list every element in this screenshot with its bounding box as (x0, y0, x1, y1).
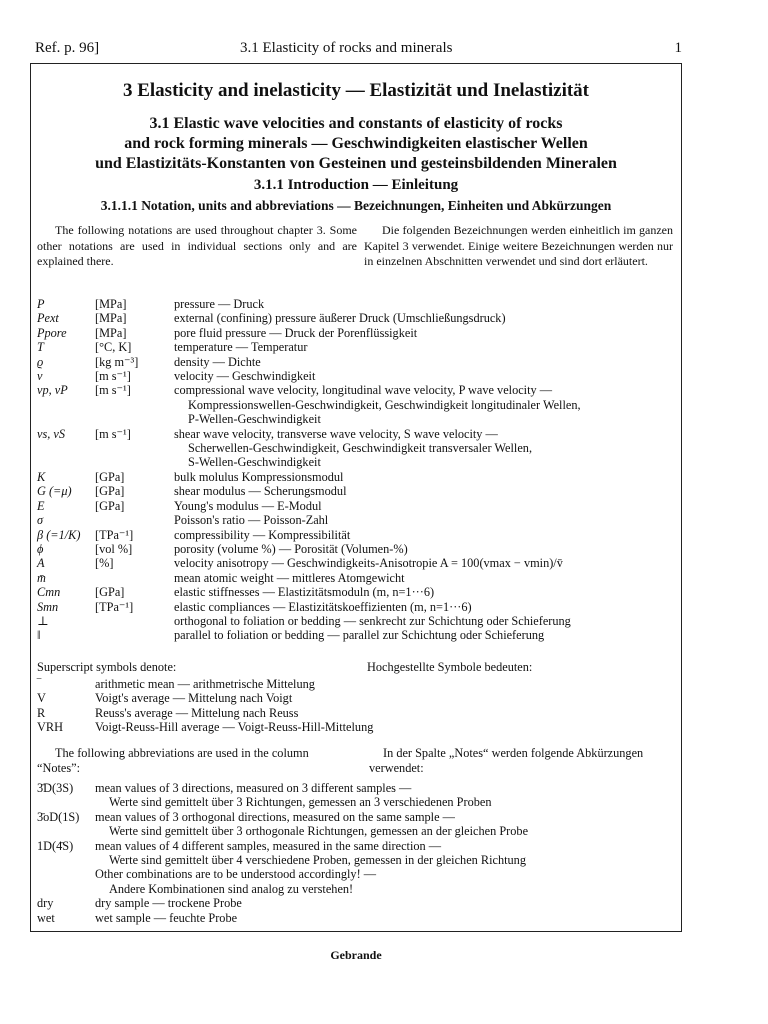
notation-description (174, 628, 677, 642)
notation-row (37, 311, 677, 325)
notation-row (37, 484, 677, 498)
notation-symbol: Smn (37, 599, 59, 614)
superscript-heading-german: Hochgestellte Symbole bedeuten: (367, 660, 533, 674)
superscript-meaning: Voigt-Reuss-Hill average — Voigt-Reuss-Hill-Mittelung (95, 720, 374, 735)
notation-description (174, 311, 677, 325)
author-footer: Gebrande (330, 948, 382, 962)
notation-description (174, 542, 677, 556)
notation-description-line: bulk molulus Kompressionsmodul (174, 469, 344, 484)
notation-unit: [GPa] (95, 498, 125, 513)
notation-row (37, 571, 677, 585)
notation-row (37, 628, 677, 642)
superscript-symbol: VRH (37, 720, 63, 735)
notation-description-line: Poisson's ratio — Poisson-Zahl (174, 513, 329, 528)
notation-unit: [kg m⁻³] (95, 354, 139, 369)
notation-symbol: P (37, 297, 45, 311)
notation-symbol: β (=1/K) (37, 527, 81, 542)
notation-row (37, 556, 677, 570)
notation-symbol: vs, vS (37, 426, 65, 441)
notation-symbol: Ppore (37, 325, 67, 340)
notation-description (174, 427, 677, 470)
notation-description (174, 470, 677, 484)
notation-description-line: S-Wellen-Geschwindigkeit (188, 455, 321, 470)
abbreviation-description-line: Andere Kombinationen sind analog zu verstehen! (109, 881, 354, 896)
abbreviation-description (95, 896, 528, 910)
section-title-line: und Elastizitäts-Konstanten von Gesteinen und gesteinsbildenden Mineralen (95, 155, 617, 172)
abbreviation-row (37, 911, 528, 925)
notation-row (37, 427, 677, 470)
notation-description-line: velocity — Geschwindigkeit (174, 369, 316, 384)
section-title (35, 114, 677, 174)
notation-description (174, 297, 677, 311)
notation-row (37, 340, 677, 354)
notation-row (37, 513, 677, 527)
abbreviation-description-line: wet sample — feuchte Probe (95, 910, 238, 925)
notation-description-line: Young's modulus — E-Modul (174, 498, 322, 513)
notation-symbol: E (37, 498, 45, 513)
notation-description (174, 383, 677, 426)
notation-description (174, 600, 677, 614)
chapter-title: 3 Elasticity and inelasticity — Elastizität und Inelastizität (122, 80, 590, 101)
notation-row (37, 585, 677, 599)
notation-symbol: m̄ (37, 570, 46, 585)
page-reference: Ref. p. 96] (35, 40, 100, 56)
abbreviation-row (37, 839, 528, 897)
notation-description (174, 585, 677, 599)
notation-description-line: porosity (volume %) — Porosität (Volumen-%) (174, 541, 408, 556)
notation-row (37, 297, 677, 311)
notation-unit: [GPa] (95, 469, 125, 484)
notation-symbol: Pext (37, 311, 59, 326)
notation-description-line: elastic stiffnesses — Elastizitätsmoduln (m, n=1···6) (174, 585, 435, 600)
notation-description-line: orthogonal to foliation or bedding — senkrecht zur Schichtung oder Schieferung (174, 613, 571, 628)
abbreviation-key: wet (37, 910, 55, 925)
notation-symbol: G (=μ) (37, 484, 72, 499)
notation-description (174, 499, 677, 513)
notation-description (174, 513, 677, 527)
superscript-symbol: ‾ (37, 677, 42, 691)
abbreviation-description-line: Werte sind gemittelt über 4 verschiedene Proben, gemessen in der gleichen Richtung (109, 853, 526, 868)
notation-symbol: vp, vP (37, 383, 68, 398)
notation-symbol: Cmn (37, 585, 61, 600)
notation-unit: [m s⁻¹] (95, 383, 131, 398)
notation-description (174, 556, 677, 570)
abbreviation-key: 1D(4̄S) (37, 838, 74, 853)
abbreviation-key: 3̄oD(1S) (37, 809, 80, 824)
abbreviation-intro-german: In der Spalte „Notes“ werden folgende Abkürzungen verwendet: (369, 746, 644, 775)
notation-symbol: ϕ (37, 541, 44, 556)
notation-description (174, 369, 677, 383)
notation-description (174, 571, 677, 585)
abbreviation-key: dry (37, 896, 54, 911)
notation-unit: [GPa] (95, 484, 125, 499)
notation-description-line: P-Wellen-Geschwindigkeit (188, 412, 321, 427)
notation-description (174, 528, 677, 542)
subsection-title: 3.1.1 Introduction — Einleitung (253, 177, 459, 193)
abbreviation-description-line: mean values of 3 directions, measured on 3 different samples — (95, 781, 412, 795)
notation-row (37, 355, 677, 369)
notation-description-line: Kompressionswellen-Geschwindigkeit, Geschwindigkeit longitudinaler Wellen, (188, 397, 581, 412)
subsubsection-title: 3.1.1.1 Notation, units and abbreviations — Bezeichnungen, Einheiten und Abkürzungen (100, 198, 612, 213)
notation-symbol: A (37, 556, 45, 571)
abbreviation-description-line: Werte sind gemittelt über 3 Richtungen, gemessen an 3 verschiedenen Proben (109, 795, 492, 810)
notation-unit: [TPa⁻¹] (95, 527, 134, 542)
notation-row (37, 383, 677, 426)
superscript-meaning: arithmetic mean — arithmetrische Mittelung (95, 677, 315, 691)
notation-unit: [MPa] (95, 311, 127, 326)
notation-row (37, 326, 677, 340)
notation-unit: [%] (95, 556, 114, 571)
notation-unit: [TPa⁻¹] (95, 599, 134, 614)
abbreviation-description-line: Other combinations are to be understood accordingly! — (95, 867, 377, 882)
notation-symbol: T (37, 340, 44, 355)
section-title-line: and rock forming minerals — Geschwindigkeiten elastischer Wellen (124, 135, 588, 152)
abbreviation-description (95, 781, 528, 810)
superscript-symbol: R (37, 705, 46, 720)
notation-description-line: shear wave velocity, transverse wave velocity, S wave velocity — (174, 426, 498, 441)
abbreviation-row (37, 781, 528, 810)
notation-unit: [MPa] (95, 297, 127, 311)
notation-row (37, 614, 677, 628)
notation-unit: [MPa] (95, 325, 127, 340)
notation-unit: [m s⁻¹] (95, 369, 131, 384)
notation-row (37, 369, 677, 383)
notation-symbol: ‖ (37, 628, 41, 643)
abbreviation-description (95, 839, 528, 897)
notation-unit: [GPa] (95, 585, 125, 600)
notation-symbol: K (37, 469, 46, 484)
superscript-symbol: V (37, 691, 46, 706)
abbreviation-description-line: dry sample — trockene Probe (95, 896, 242, 911)
intro-german: Die folgenden Bezeichnungen werden einheitlich im ganzen Kapitel 3 verwendet. Einige weitere Bezeichnungen werden nur in einzelnen Abschnitten verwendet und sind dort erläutert. (364, 223, 673, 268)
notation-description-line: elastic compliances — Elastizitätskoeffizienten (m, n=1···6) (174, 599, 472, 614)
abbreviation-description-line: Werte sind gemittelt über 3 orthogonale Richtungen, gemessen an der gleichen Probe (109, 824, 529, 839)
notation-symbol: v (37, 369, 43, 384)
notation-description-line: pore fluid pressure — Druck der Porenflüssigkeit (174, 325, 418, 340)
notation-description-line: Scherwellen-Geschwindigkeit, Geschwindigkeit transversaler Wellen, (188, 441, 533, 456)
notation-description-line: density — Dichte (174, 354, 261, 369)
notation-row (37, 470, 677, 484)
notation-description-line: mean atomic weight — mittleres Atomgewicht (174, 570, 405, 585)
section-title-line: 3.1 Elastic wave velocities and constants of elasticity of rocks (149, 115, 563, 132)
notation-symbol: ⊥ (37, 613, 49, 628)
notation-description-line: external (confining) pressure äußerer Druck (Umschließungsdruck) (174, 311, 506, 326)
notation-row (37, 600, 677, 614)
notation-description-line: shear modulus — Scherungsmodul (174, 484, 347, 499)
notation-table (37, 297, 677, 643)
superscript-heading-english: Superscript symbols denote: (37, 660, 177, 674)
notation-row (37, 542, 677, 556)
notation-description (174, 484, 677, 498)
abbreviation-description (95, 911, 528, 925)
page-number: 1 (674, 40, 682, 56)
notation-description (174, 614, 677, 628)
intro-english: The following notations are used throughout chapter 3. Some other notations are used in individual sections only and are explained there. (37, 223, 357, 268)
running-head (35, 40, 682, 60)
notation-description-line: velocity anisotropy — Geschwindigkeits-Anisotropie A = 100(vmax − vmin)/v̄ (174, 556, 563, 571)
notation-description-line: temperature — Temperatur (174, 340, 308, 355)
superscript-meaning: Reuss's average — Mittelung nach Reuss (95, 705, 299, 720)
notation-description-line: pressure — Druck (174, 297, 265, 311)
abbreviation-row (37, 896, 528, 910)
notation-row (37, 499, 677, 513)
notation-unit: [°C, K] (95, 340, 132, 355)
notation-symbol: ϱ (37, 354, 44, 369)
notation-unit: [vol %] (95, 541, 133, 556)
notation-row (37, 528, 677, 542)
notation-symbol: σ (37, 513, 44, 528)
superscript-meaning: Voigt's average — Mittelung nach Voigt (95, 691, 293, 706)
abbreviation-row (37, 810, 528, 839)
abbreviation-table (37, 781, 528, 925)
notation-description (174, 340, 677, 354)
abbreviation-description (95, 810, 528, 839)
abbreviation-key: 3̄D(3S) (37, 781, 74, 795)
notation-description-line: compressional wave velocity, longitudinal wave velocity, P wave velocity — (174, 383, 553, 398)
abbreviation-description-line: mean values of 4 different samples, measured in the same direction — (95, 838, 442, 853)
running-title: 3.1 Elasticity of rocks and minerals (240, 40, 453, 56)
abbreviation-description-line: mean values of 3 orthogonal directions, measured on the same sample — (95, 809, 455, 824)
notation-description-line: compressibility — Kompressibilität (174, 527, 351, 542)
notation-unit: [m s⁻¹] (95, 426, 131, 441)
notation-description (174, 326, 677, 340)
notation-description (174, 355, 677, 369)
notation-description-line: parallel to foliation or bedding — parallel zur Schichtung oder Schieferung (174, 628, 545, 643)
abbreviation-intro-english: The following abbreviations are used in the column “Notes”: (37, 746, 309, 775)
